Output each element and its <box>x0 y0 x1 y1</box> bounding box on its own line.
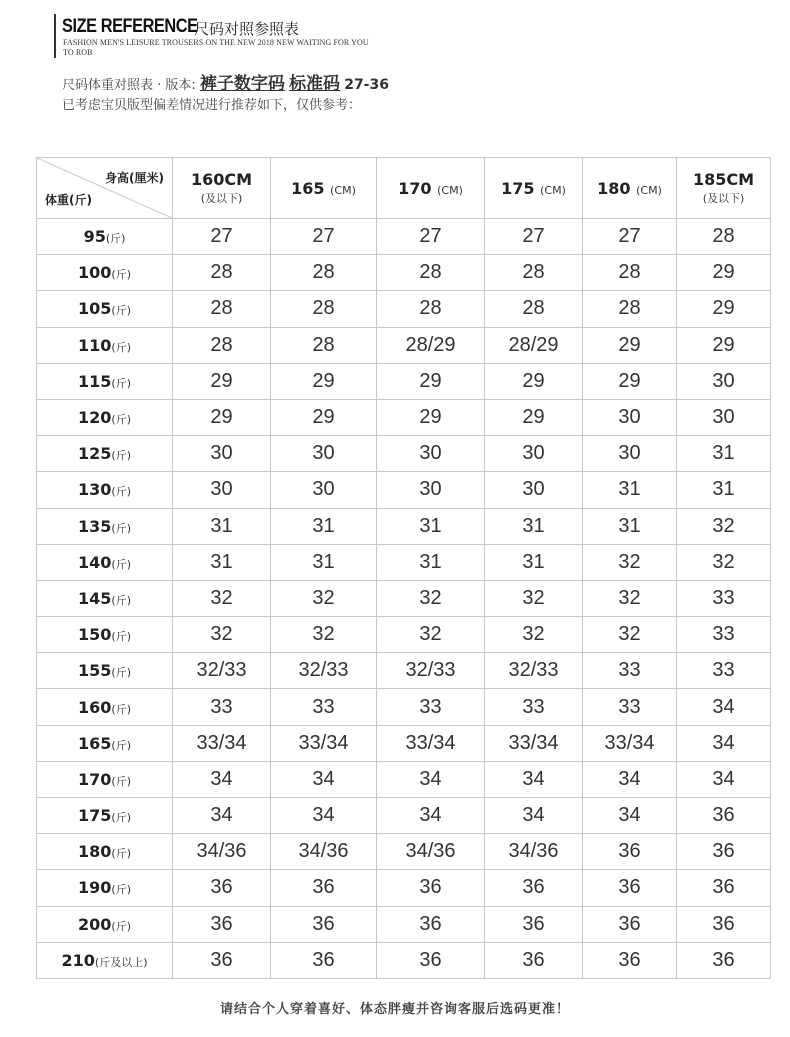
weight-unit: (斤) <box>111 268 131 282</box>
size-cell: 32 <box>677 544 771 580</box>
size-cell: 28 <box>485 255 583 291</box>
height-value: 170 <box>398 178 432 198</box>
size-cell: 33 <box>583 653 677 689</box>
height-qualifier: (及以下) <box>200 192 243 205</box>
size-cell: 30 <box>677 399 771 435</box>
version-line <box>62 69 389 94</box>
weight-value: 160 <box>78 697 112 717</box>
size-cell: 33 <box>677 580 771 616</box>
size-cell: 29 <box>173 399 271 435</box>
size-cell: 32/33 <box>485 653 583 689</box>
size-cell: 36 <box>173 942 271 978</box>
height-column-header <box>583 158 677 219</box>
size-cell: 27 <box>271 219 377 255</box>
weight-unit: (斤) <box>111 593 131 607</box>
weight-cell <box>37 761 173 797</box>
size-cell: 27 <box>377 219 485 255</box>
table-row <box>37 436 771 472</box>
weight-cell <box>37 580 173 616</box>
size-cell: 36 <box>583 834 677 870</box>
size-cell: 36 <box>583 870 677 906</box>
title-english: SIZE REFERENCE <box>62 16 198 37</box>
table-row <box>37 219 771 255</box>
weight-cell <box>37 327 173 363</box>
height-unit: (CM) <box>437 183 463 197</box>
size-cell: 33 <box>377 689 485 725</box>
weight-cell <box>37 363 173 399</box>
weight-cell <box>37 291 173 327</box>
weight-unit: (斤) <box>111 485 131 499</box>
table-row <box>37 798 771 834</box>
weight-value: 130 <box>78 480 112 500</box>
weight-value: 140 <box>78 552 112 572</box>
size-cell: 32 <box>677 508 771 544</box>
size-cell: 27 <box>583 219 677 255</box>
size-cell: 34/36 <box>377 834 485 870</box>
size-cell: 28 <box>173 291 271 327</box>
corner-diagonal <box>37 158 172 218</box>
weight-cell <box>37 399 173 435</box>
table-row <box>37 472 771 508</box>
weight-unit: (斤) <box>111 811 131 825</box>
size-cell: 28 <box>377 291 485 327</box>
size-cell: 29 <box>485 399 583 435</box>
size-cell: 32 <box>377 580 485 616</box>
size-cell: 34 <box>271 798 377 834</box>
size-cell: 34/36 <box>173 834 271 870</box>
weight-unit: (斤) <box>111 883 131 897</box>
size-cell: 32/33 <box>271 653 377 689</box>
size-cell: 32 <box>485 617 583 653</box>
height-column-header <box>271 158 377 219</box>
size-cell: 34 <box>173 761 271 797</box>
size-cell: 33/34 <box>583 725 677 761</box>
weight-value: 170 <box>78 769 112 789</box>
size-cell: 28 <box>173 327 271 363</box>
height-value: 160CM <box>190 170 253 189</box>
size-cell: 36 <box>485 942 583 978</box>
version-standard: 标准码 <box>289 74 341 94</box>
size-cell: 28 <box>377 255 485 291</box>
table-row <box>37 725 771 761</box>
size-cell: 32 <box>173 580 271 616</box>
weight-unit: (斤) <box>111 774 131 788</box>
size-cell: 30 <box>271 436 377 472</box>
size-cell: 32 <box>271 580 377 616</box>
size-cell: 36 <box>271 942 377 978</box>
size-cell: 31 <box>583 472 677 508</box>
weight-value: 175 <box>78 806 112 826</box>
size-cell: 34 <box>377 761 485 797</box>
weight-value: 150 <box>78 625 112 645</box>
table-row <box>37 689 771 725</box>
size-cell: 28/29 <box>485 327 583 363</box>
size-cell: 32 <box>583 544 677 580</box>
subtitle: FASHION MEN'S LEISURE TROUSERS ON THE NEW 2018 NEW WAITING FOR YOU TO ROB <box>63 38 369 57</box>
weight-cell <box>37 508 173 544</box>
size-cell: 31 <box>377 508 485 544</box>
size-cell: 31 <box>583 508 677 544</box>
size-cell: 28 <box>583 291 677 327</box>
weight-value: 115 <box>78 371 112 391</box>
weight-cell <box>37 798 173 834</box>
table-row <box>37 399 771 435</box>
table-row <box>37 617 771 653</box>
size-cell: 28 <box>271 255 377 291</box>
table-row <box>37 508 771 544</box>
size-cell: 31 <box>485 508 583 544</box>
header-row <box>37 158 771 219</box>
size-cell: 36 <box>677 870 771 906</box>
weight-value: 120 <box>78 408 112 428</box>
size-cell: 34 <box>485 761 583 797</box>
size-cell: 34 <box>173 798 271 834</box>
footer-advice: 请结合个人穿着喜好、体态胖瘦并咨询客服后选码更准！ <box>219 1002 570 1017</box>
size-cell: 29 <box>677 291 771 327</box>
weight-unit: (斤) <box>111 557 131 571</box>
size-cell: 30 <box>377 436 485 472</box>
size-cell: 33/34 <box>485 725 583 761</box>
size-cell: 32 <box>377 617 485 653</box>
size-cell: 31 <box>271 508 377 544</box>
size-cell: 27 <box>485 219 583 255</box>
height-unit: (CM) <box>540 183 566 197</box>
height-column-header <box>677 158 771 219</box>
size-cell: 36 <box>271 870 377 906</box>
weight-unit: (斤) <box>111 413 131 427</box>
size-cell: 30 <box>583 399 677 435</box>
weight-value: 165 <box>78 733 112 753</box>
weight-unit: (斤) <box>111 919 131 933</box>
size-cell: 29 <box>271 363 377 399</box>
size-cell: 29 <box>485 363 583 399</box>
size-cell: 31 <box>173 544 271 580</box>
size-cell: 29 <box>377 363 485 399</box>
weight-cell <box>37 870 173 906</box>
size-cell: 31 <box>485 544 583 580</box>
size-cell: 30 <box>173 436 271 472</box>
table-body <box>37 219 771 979</box>
table-row <box>37 653 771 689</box>
weight-unit: (斤) <box>111 304 131 318</box>
size-cell: 31 <box>271 544 377 580</box>
height-column-header <box>377 158 485 219</box>
weight-unit: (斤) <box>111 521 131 535</box>
weight-unit: (斤及以上) <box>94 955 148 969</box>
size-cell: 34 <box>583 798 677 834</box>
size-cell: 28 <box>677 219 771 255</box>
weight-value: 110 <box>78 335 112 355</box>
height-unit: (CM) <box>636 183 662 197</box>
version-range: 27-36 <box>344 77 389 93</box>
size-cell: 30 <box>485 436 583 472</box>
size-cell: 28 <box>271 291 377 327</box>
size-cell: 28 <box>173 255 271 291</box>
size-cell: 34 <box>485 798 583 834</box>
size-cell: 29 <box>271 399 377 435</box>
size-cell: 27 <box>173 219 271 255</box>
weight-unit: (斤) <box>111 738 131 752</box>
table-row <box>37 255 771 291</box>
size-cell: 30 <box>377 472 485 508</box>
size-cell: 32 <box>271 617 377 653</box>
size-cell: 31 <box>377 544 485 580</box>
size-cell: 29 <box>677 255 771 291</box>
weight-unit: (斤) <box>105 232 126 246</box>
size-cell: 36 <box>173 870 271 906</box>
size-cell: 31 <box>173 508 271 544</box>
size-cell: 33/34 <box>173 725 271 761</box>
height-axis-label: 身高(厘米) <box>105 171 164 185</box>
weight-cell <box>37 906 173 942</box>
size-cell: 33 <box>271 689 377 725</box>
weight-unit: (斤) <box>111 702 131 716</box>
size-cell: 36 <box>677 906 771 942</box>
size-cell: 30 <box>677 363 771 399</box>
table-row <box>37 544 771 580</box>
size-cell: 33 <box>583 689 677 725</box>
weight-cell <box>37 689 173 725</box>
size-cell: 36 <box>677 798 771 834</box>
size-cell: 33/34 <box>271 725 377 761</box>
size-cell: 30 <box>583 436 677 472</box>
size-cell: 33 <box>677 617 771 653</box>
size-cell: 36 <box>271 906 377 942</box>
weight-value: 95 <box>83 227 106 247</box>
table-row <box>37 906 771 942</box>
table-row <box>37 834 771 870</box>
version-name: 裤子数字码 <box>199 74 285 94</box>
weight-unit: (斤) <box>111 630 131 644</box>
weight-value: 100 <box>78 263 112 283</box>
size-cell: 28 <box>485 291 583 327</box>
weight-cell <box>37 472 173 508</box>
table-row <box>37 942 771 978</box>
weight-cell <box>37 834 173 870</box>
table-row <box>37 580 771 616</box>
size-cell: 32 <box>485 580 583 616</box>
weight-cell <box>37 725 173 761</box>
table-row <box>37 291 771 327</box>
table-row <box>37 363 771 399</box>
size-cell: 30 <box>485 472 583 508</box>
size-cell: 34 <box>677 725 771 761</box>
height-value: 185CM <box>692 170 755 189</box>
size-cell: 34/36 <box>485 834 583 870</box>
size-cell: 33 <box>485 689 583 725</box>
table-row <box>37 870 771 906</box>
recommendation-note: 已考虑宝贝版型偏差情况进行推荐如下，仅供参考： <box>62 98 362 113</box>
height-qualifier: (及以下) <box>702 192 745 205</box>
size-cell: 36 <box>485 906 583 942</box>
height-column-header <box>173 158 271 219</box>
size-cell: 29 <box>583 363 677 399</box>
size-cell: 29 <box>173 363 271 399</box>
size-cell: 34 <box>677 761 771 797</box>
height-value: 165 <box>291 178 325 198</box>
table-row <box>37 761 771 797</box>
weight-unit: (斤) <box>111 340 131 354</box>
size-cell: 28 <box>583 255 677 291</box>
size-cell: 32/33 <box>377 653 485 689</box>
weight-cell <box>37 544 173 580</box>
size-cell: 36 <box>377 906 485 942</box>
size-cell: 31 <box>677 472 771 508</box>
size-cell: 36 <box>677 834 771 870</box>
weight-value: 180 <box>78 842 112 862</box>
weight-value: 145 <box>78 588 112 608</box>
title-accent-bar <box>54 14 56 58</box>
weight-cell <box>37 653 173 689</box>
title-chinese: 尺码对照参照表 <box>194 20 300 38</box>
size-cell: 34 <box>271 761 377 797</box>
weight-cell <box>37 436 173 472</box>
version-label: 尺码体重对照表 · 版本: <box>62 78 196 93</box>
size-cell: 32 <box>583 617 677 653</box>
table-row <box>37 327 771 363</box>
weight-value: 135 <box>78 516 112 536</box>
size-cell: 36 <box>377 942 485 978</box>
weight-value: 155 <box>78 661 112 681</box>
weight-axis-label: 体重(斤) <box>45 193 92 207</box>
size-cell: 36 <box>485 870 583 906</box>
size-cell: 28/29 <box>377 327 485 363</box>
size-cell: 30 <box>173 472 271 508</box>
weight-unit: (斤) <box>111 847 131 861</box>
size-cell: 34 <box>677 689 771 725</box>
size-table <box>36 157 771 979</box>
size-cell: 34/36 <box>271 834 377 870</box>
size-cell: 36 <box>173 906 271 942</box>
size-cell: 29 <box>377 399 485 435</box>
size-cell: 32 <box>583 580 677 616</box>
size-cell: 29 <box>677 327 771 363</box>
size-cell: 36 <box>583 942 677 978</box>
size-cell: 33 <box>677 653 771 689</box>
weight-cell <box>37 219 173 255</box>
size-cell: 28 <box>271 327 377 363</box>
size-cell: 34 <box>377 798 485 834</box>
weight-unit: (斤) <box>111 666 131 680</box>
weight-value: 190 <box>78 878 112 898</box>
height-value: 180 <box>597 178 631 198</box>
weight-unit: (斤) <box>111 376 131 390</box>
height-value: 175 <box>501 178 535 198</box>
height-column-header <box>485 158 583 219</box>
weight-value: 210 <box>61 950 95 970</box>
size-cell: 29 <box>583 327 677 363</box>
size-cell: 31 <box>677 436 771 472</box>
weight-value: 125 <box>78 444 112 464</box>
height-unit: (CM) <box>330 183 356 197</box>
weight-value: 200 <box>78 914 112 934</box>
weight-cell <box>37 617 173 653</box>
size-cell: 33 <box>173 689 271 725</box>
weight-cell <box>37 942 173 978</box>
weight-unit: (斤) <box>111 449 131 463</box>
size-cell: 36 <box>677 942 771 978</box>
weight-value: 105 <box>78 299 112 319</box>
corner-header-cell <box>37 158 173 219</box>
size-cell: 33/34 <box>377 725 485 761</box>
size-cell: 32/33 <box>173 653 271 689</box>
size-cell: 36 <box>377 870 485 906</box>
weight-cell <box>37 255 173 291</box>
size-cell: 36 <box>583 906 677 942</box>
size-cell: 34 <box>583 761 677 797</box>
size-cell: 30 <box>271 472 377 508</box>
size-cell: 32 <box>173 617 271 653</box>
